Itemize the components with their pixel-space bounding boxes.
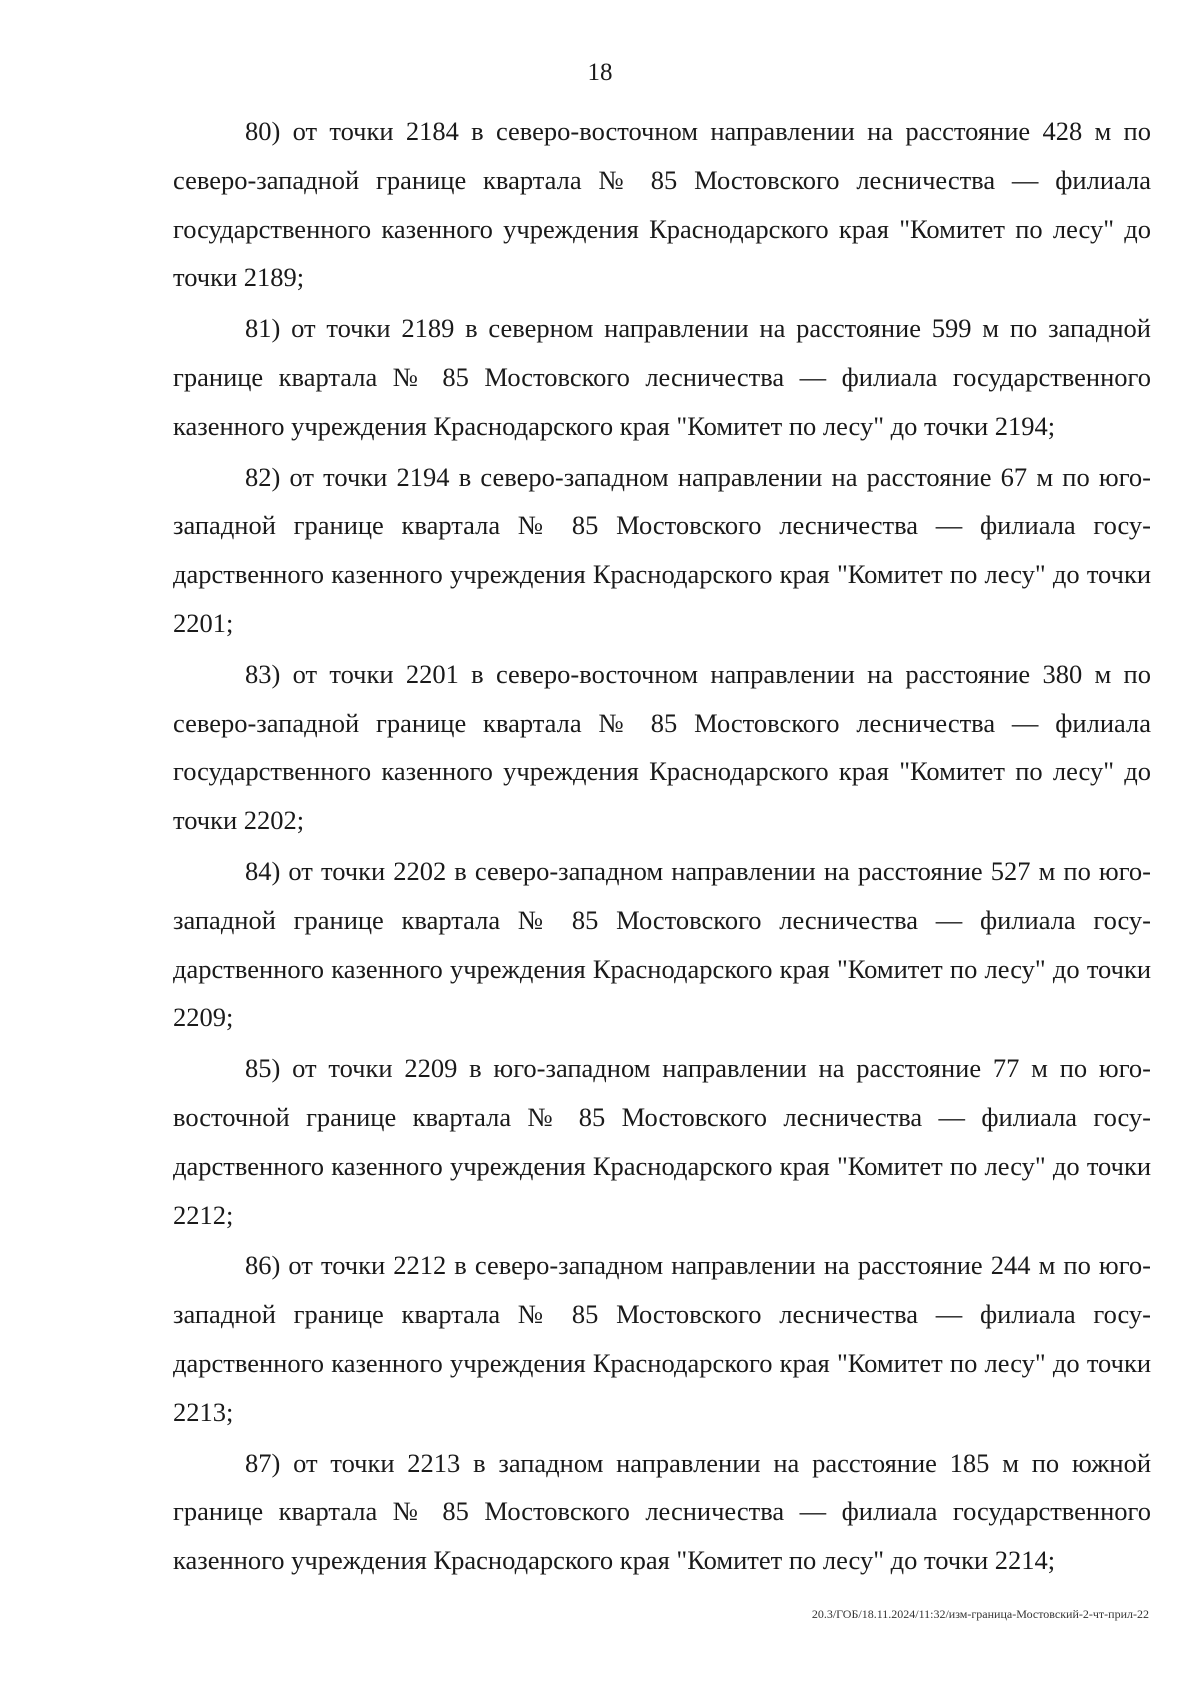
paragraph-86: 86) от точки 2212 в северо-западном направлении на расстояние 244 м по юго-западной границе квартала № 85 Мостовского лесничества — филиала государственного казенного учреждения Краснодарского края "Комитет по лесу" до точки 2213; [173, 1250, 1151, 1427]
paragraph-87: 87) от точки 2213 в западном направлении на расстояние 185 м по южной границе квартала № 85 Мостовского лесничества — филиала государственного казенного учреждения Краснодарского края "Комитет по лесу" до точки 2214; [173, 1447, 1151, 1576]
footer-document-code: 20.3/ГОБ/18.11.2024/11:32/изм-граница-Мостовский-2-чт-прил-22 [811, 1607, 1149, 1621]
paragraph-84: 84) от точки 2202 в северо-западном направлении на расстояние 527 м по юго-западной границе квартала № 85 Мостовского лесничества — филиала государственного казенного учреждения Краснодарского края "Комитет по лесу" до точки 2209; [173, 855, 1151, 1033]
document-body [173, 107, 1151, 1587]
paragraph-82: 82) от точки 2194 в северо-западном направлении на расстояние 67 м по юго-западной границе квартала № 85 Мостовского лесничества — филиала государственного казенного учреждения Краснодарского края "Комитет по лесу" до точки 2201; [173, 461, 1151, 638]
paragraph-80: 80) от точки 2184 в северо-восточном направлении на расстояние 428 м по северо-западной границе квартала № 85 Мостовского лесничества — филиала государственного казенного учреждения Краснодарского края "Комитет по лесу" до точки 2189; [173, 116, 1151, 293]
page-number: 18 [587, 59, 613, 86]
paragraph-81: 81) от точки 2189 в северном направлении на расстояние 599 м по западной границе квартала № 85 Мостовского лесничества — филиала государственного казенного учреждения Краснодарского края "Комитет по лесу" до точки 2194; [173, 313, 1151, 441]
paragraph-85: 85) от точки 2209 в юго-западном направлении на расстояние 77 м по юго-восточной границе квартала № 85 Мостовского лесничества — филиала государственного казенного учреждения Краснодарского края "Комитет по лесу" до точки 2212; [173, 1053, 1151, 1230]
paragraph-83: 83) от точки 2201 в северо-восточном направлении на расстояние 380 м по северо-западной границе квартала № 85 Мостовского лесничества — филиала государственного казенного учреждения Краснодарского края "Комитет по лесу" до точки 2202; [173, 658, 1151, 836]
